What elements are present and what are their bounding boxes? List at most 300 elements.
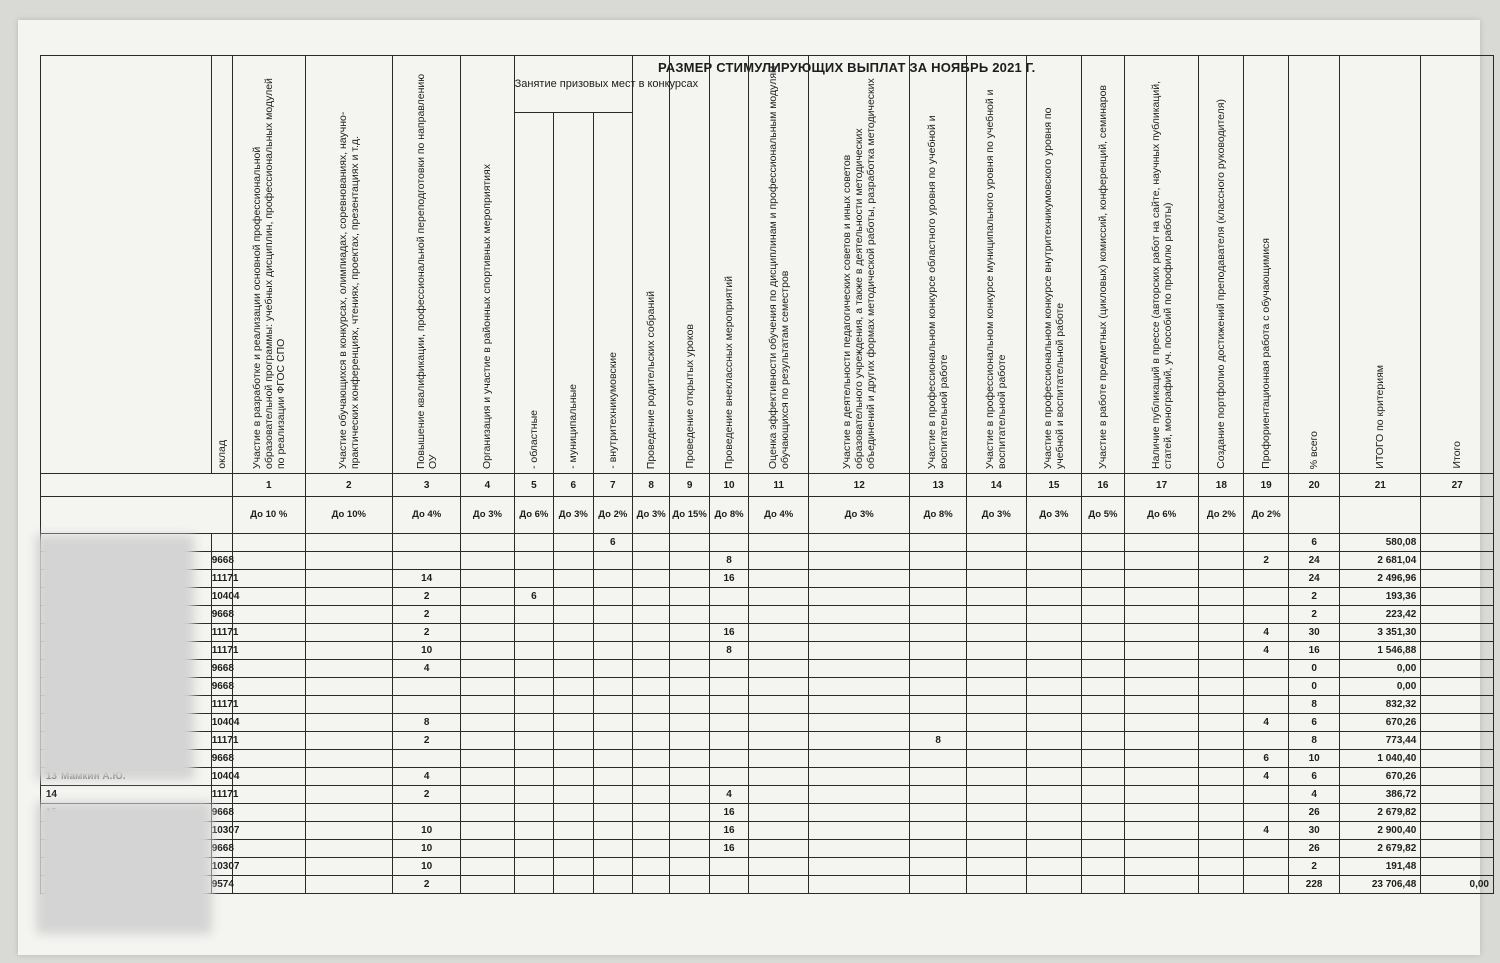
criterion-value-11	[749, 570, 809, 588]
criterion-value-19	[1244, 534, 1289, 552]
criterion-value-20: 16	[1289, 642, 1340, 660]
criterion-value-17	[1124, 588, 1199, 606]
criterion-value-1	[233, 678, 306, 696]
criterion-number: 11	[749, 474, 809, 497]
criterion-header-14	[966, 56, 1026, 474]
criterion-value-4	[461, 696, 514, 714]
criterion-limit: До 6%	[514, 497, 553, 534]
criterion-value-13	[910, 660, 967, 678]
criterion-value-2	[305, 876, 392, 894]
criterion-value-2	[305, 624, 392, 642]
criterion-value-11	[749, 552, 809, 570]
criterion-value-2	[305, 570, 392, 588]
criterion-value-17	[1124, 642, 1199, 660]
oklad-cell: 9668	[211, 750, 232, 768]
criterion-value-10	[709, 660, 748, 678]
criterion-value-15	[1026, 606, 1081, 624]
criterion-value-16	[1082, 876, 1125, 894]
criterion-value-8	[633, 822, 670, 840]
criterion-value-18	[1199, 552, 1244, 570]
criterion-value-2	[305, 732, 392, 750]
criterion-value-3: 10	[393, 858, 461, 876]
criterion-value-14	[966, 534, 1026, 552]
criterion-value-15	[1026, 642, 1081, 660]
criterion-value-19	[1244, 804, 1289, 822]
criterion-value-11	[749, 804, 809, 822]
criterion-value-16	[1082, 840, 1125, 858]
criterion-value-21: 191,48	[1340, 858, 1421, 876]
criterion-label: Оценка эффективности обучения по дисциплинам и профессиональным модулям обучающихся по результатам семестров	[766, 65, 791, 469]
criterion-number: 5	[514, 474, 553, 497]
criterion-value-20: 0	[1289, 678, 1340, 696]
criterion-value-11	[749, 786, 809, 804]
criterion-value-21: 832,32	[1340, 696, 1421, 714]
criterion-header-17	[1124, 56, 1199, 474]
table-row	[41, 660, 1494, 678]
criterion-value-19: 4	[1244, 642, 1289, 660]
criterion-label: - областные	[527, 409, 540, 469]
criterion-value-8	[633, 768, 670, 786]
criterion-value-8	[633, 732, 670, 750]
criterion-value-15	[1026, 696, 1081, 714]
criterion-value-12	[809, 840, 910, 858]
criterion-header-6	[554, 113, 593, 474]
criterion-value-10	[709, 678, 748, 696]
criterion-value-19	[1244, 588, 1289, 606]
criterion-limit	[1421, 497, 1494, 534]
criterion-value-6	[554, 660, 593, 678]
document-sheet	[18, 20, 1489, 955]
criterion-value-11	[749, 750, 809, 768]
criterion-value-20: 2	[1289, 588, 1340, 606]
criterion-value-14	[966, 552, 1026, 570]
criterion-value-1	[233, 606, 306, 624]
criterion-value-13	[910, 714, 967, 732]
criterion-value-8	[633, 876, 670, 894]
criterion-value-3	[393, 696, 461, 714]
criterion-value-8	[633, 552, 670, 570]
criterion-value-13: 8	[910, 732, 967, 750]
criterion-value-9	[670, 534, 709, 552]
criterion-value-10: 16	[709, 804, 748, 822]
criterion-value-13	[910, 552, 967, 570]
criterion-value-13	[910, 804, 967, 822]
criterion-value-21: 2 900,40	[1340, 822, 1421, 840]
criterion-value-2	[305, 750, 392, 768]
criterion-value-13	[910, 570, 967, 588]
name-column-header	[41, 56, 212, 474]
criterion-value-17	[1124, 768, 1199, 786]
table-row	[41, 768, 1494, 786]
criterion-value-16	[1082, 552, 1125, 570]
criterion-value-16	[1082, 786, 1125, 804]
criterion-value-14	[966, 768, 1026, 786]
criterion-value-17	[1124, 534, 1199, 552]
criterion-value-11	[749, 858, 809, 876]
criterion-value-14	[966, 804, 1026, 822]
criterion-value-19	[1244, 570, 1289, 588]
criterion-value-11	[749, 606, 809, 624]
row-number: 14	[45, 789, 57, 800]
criterion-value-6	[554, 804, 593, 822]
criterion-value-16	[1082, 534, 1125, 552]
criterion-value-18	[1199, 642, 1244, 660]
criterion-value-16	[1082, 570, 1125, 588]
criterion-value-12	[809, 768, 910, 786]
criterion-value-10: 8	[709, 552, 748, 570]
criterion-value-27	[1421, 786, 1494, 804]
criterion-value-8	[633, 642, 670, 660]
oklad-cell: 10404	[211, 714, 232, 732]
criterion-value-12	[809, 552, 910, 570]
criterion-value-27	[1421, 660, 1494, 678]
criterion-value-16	[1082, 660, 1125, 678]
criterion-limit: До 2%	[1199, 497, 1244, 534]
table-row	[41, 714, 1494, 732]
criterion-value-8	[633, 804, 670, 822]
criterion-value-27	[1421, 822, 1494, 840]
criterion-limit: До 8%	[709, 497, 748, 534]
criterion-header-8	[633, 56, 670, 474]
criterion-header-27	[1421, 56, 1494, 474]
criterion-value-9	[670, 732, 709, 750]
criterion-header-11	[749, 56, 809, 474]
criterion-value-2	[305, 858, 392, 876]
criterion-value-13	[910, 588, 967, 606]
criterion-value-27	[1421, 732, 1494, 750]
criterion-value-14	[966, 570, 1026, 588]
criterion-value-27	[1421, 588, 1494, 606]
table-row	[41, 804, 1494, 822]
criterion-value-8	[633, 678, 670, 696]
oklad-cell: 9668	[211, 660, 232, 678]
criterion-value-1	[233, 534, 306, 552]
criterion-value-1	[233, 858, 306, 876]
criterion-value-2	[305, 588, 392, 606]
criterion-header-15	[1026, 56, 1081, 474]
criterion-value-2	[305, 534, 392, 552]
criterion-value-20: 6	[1289, 534, 1340, 552]
oklad-cell: 11171	[211, 570, 232, 588]
criterion-value-5	[514, 786, 553, 804]
criterion-value-19: 4	[1244, 768, 1289, 786]
criterion-value-4	[461, 534, 514, 552]
criterion-value-12	[809, 588, 910, 606]
criterion-value-21: 0,00	[1340, 678, 1421, 696]
criterion-value-17	[1124, 876, 1199, 894]
criterion-number: 15	[1026, 474, 1081, 497]
oklad-column-header	[211, 56, 232, 474]
criterion-value-6	[554, 732, 593, 750]
criterion-value-14	[966, 624, 1026, 642]
criterion-value-17	[1124, 552, 1199, 570]
criterion-value-27	[1421, 750, 1494, 768]
criterion-label: Участие в работе предметных (цикловых) комиссий, конференций, семинаров	[1096, 85, 1109, 469]
criterion-label: Наличие публикаций в прессе (авторских работ на сайте, научных публикаций, статей, монографий, уч. пособий по профилю работы)	[1149, 80, 1174, 469]
criterion-limit: До 8%	[910, 497, 967, 534]
criterion-value-10: 8	[709, 642, 748, 660]
criterion-label: Повышение квалификации, профессиональной переподготовки по направлению ОУ	[414, 73, 439, 469]
criterion-value-13	[910, 822, 967, 840]
criterion-value-27	[1421, 696, 1494, 714]
table-row	[41, 696, 1494, 714]
criterion-value-7	[593, 714, 632, 732]
criterion-value-18	[1199, 858, 1244, 876]
criterion-value-15	[1026, 624, 1081, 642]
oklad-cell: 9574	[211, 876, 232, 894]
criterion-value-17	[1124, 696, 1199, 714]
criterion-value-19: 4	[1244, 822, 1289, 840]
criterion-header-16	[1082, 56, 1125, 474]
criterion-value-13	[910, 768, 967, 786]
criterion-value-20: 2	[1289, 606, 1340, 624]
criterion-value-6	[554, 624, 593, 642]
criterion-value-18	[1199, 606, 1244, 624]
criterion-value-5	[514, 750, 553, 768]
criterion-label: Создание портфолио достижений преподавателя (классного руководителя)	[1215, 99, 1228, 469]
criterion-value-6	[554, 714, 593, 732]
criterion-value-12	[809, 750, 910, 768]
criterion-value-11	[749, 696, 809, 714]
table-row	[41, 732, 1494, 750]
criterion-header-2	[305, 56, 392, 474]
criterion-value-11	[749, 588, 809, 606]
criterion-value-18	[1199, 750, 1244, 768]
criterion-value-1	[233, 822, 306, 840]
criterion-value-4	[461, 678, 514, 696]
criterion-value-13	[910, 678, 967, 696]
criterion-value-8	[633, 786, 670, 804]
criterion-value-2	[305, 696, 392, 714]
criterion-value-21: 2 681,04	[1340, 552, 1421, 570]
criterion-header-1	[233, 56, 306, 474]
table-row	[41, 786, 1494, 804]
criterion-value-5	[514, 552, 553, 570]
criterion-value-6	[554, 750, 593, 768]
criterion-value-12	[809, 732, 910, 750]
criterion-value-16	[1082, 750, 1125, 768]
criterion-value-10	[709, 858, 748, 876]
criterion-limit-row	[41, 497, 1494, 534]
criterion-label: Проведение внеклассных мероприятий	[723, 276, 736, 469]
criterion-value-7	[593, 858, 632, 876]
criterion-value-4	[461, 822, 514, 840]
criterion-value-2	[305, 804, 392, 822]
criterion-value-19	[1244, 876, 1289, 894]
criterion-value-27	[1421, 534, 1494, 552]
criterion-value-13	[910, 642, 967, 660]
criterion-value-4	[461, 858, 514, 876]
criterion-value-18	[1199, 786, 1244, 804]
criterion-value-12	[809, 660, 910, 678]
criterion-header-7	[593, 113, 632, 474]
oklad-cell: 10404	[211, 588, 232, 606]
criterion-value-20: 6	[1289, 714, 1340, 732]
criterion-value-6	[554, 840, 593, 858]
criterion-value-7	[593, 876, 632, 894]
criterion-value-8	[633, 624, 670, 642]
criterion-value-10	[709, 876, 748, 894]
table-row	[41, 552, 1494, 570]
criterion-number: 4	[461, 474, 514, 497]
criterion-value-13	[910, 696, 967, 714]
criterion-value-7	[593, 660, 632, 678]
criterion-value-9	[670, 642, 709, 660]
criterion-value-9	[670, 840, 709, 858]
criterion-value-17	[1124, 822, 1199, 840]
criterion-value-14	[966, 606, 1026, 624]
criterion-value-3	[393, 804, 461, 822]
criterion-number: 2	[305, 474, 392, 497]
criterion-limit: До 3%	[809, 497, 910, 534]
criterion-value-7: 6	[593, 534, 632, 552]
criterion-value-10	[709, 606, 748, 624]
criterion-value-12	[809, 714, 910, 732]
criterion-value-11	[749, 876, 809, 894]
criterion-value-17	[1124, 678, 1199, 696]
criterion-header-21	[1340, 56, 1421, 474]
criterion-value-11	[749, 642, 809, 660]
criterion-value-15	[1026, 804, 1081, 822]
criterion-value-5	[514, 714, 553, 732]
criterion-value-4	[461, 840, 514, 858]
criterion-value-5	[514, 732, 553, 750]
criterion-limit: До 10 %	[233, 497, 306, 534]
criterion-value-19	[1244, 786, 1289, 804]
criterion-header-3	[393, 56, 461, 474]
criterion-value-21: 2 679,82	[1340, 840, 1421, 858]
criterion-value-16	[1082, 606, 1125, 624]
criterion-value-21: 1 546,88	[1340, 642, 1421, 660]
criterion-value-21: 23 706,48	[1340, 876, 1421, 894]
criterion-number: 7	[593, 474, 632, 497]
criterion-value-5: 6	[514, 588, 553, 606]
criterion-limit: До 5%	[1082, 497, 1125, 534]
criterion-value-3: 2	[393, 876, 461, 894]
criterion-value-1	[233, 732, 306, 750]
criterion-value-5	[514, 660, 553, 678]
criterion-value-13	[910, 840, 967, 858]
criterion-label: Профориентационная работа с обучающимися	[1260, 238, 1273, 469]
criterion-value-19	[1244, 678, 1289, 696]
criterion-value-9	[670, 588, 709, 606]
criterion-value-21: 2 496,96	[1340, 570, 1421, 588]
criterion-value-27	[1421, 570, 1494, 588]
criterion-value-1	[233, 714, 306, 732]
criterion-value-18	[1199, 588, 1244, 606]
criterion-header-12	[809, 56, 910, 474]
table-row	[41, 750, 1494, 768]
criterion-value-2	[305, 768, 392, 786]
criterion-value-11	[749, 840, 809, 858]
criterion-value-6	[554, 642, 593, 660]
criterion-value-12	[809, 804, 910, 822]
criterion-value-20: 30	[1289, 822, 1340, 840]
criterion-limit: До 3%	[461, 497, 514, 534]
criterion-value-10	[709, 768, 748, 786]
criterion-value-3: 10	[393, 822, 461, 840]
criterion-value-4	[461, 714, 514, 732]
criterion-value-12	[809, 624, 910, 642]
criterion-value-2	[305, 606, 392, 624]
criterion-value-8	[633, 570, 670, 588]
criterion-value-27	[1421, 624, 1494, 642]
criterion-value-10	[709, 588, 748, 606]
criterion-value-5	[514, 768, 553, 786]
table-row	[41, 840, 1494, 858]
criterion-value-21: 0,00	[1340, 660, 1421, 678]
criterion-value-15	[1026, 858, 1081, 876]
criterion-value-10	[709, 534, 748, 552]
criterion-number: 3	[393, 474, 461, 497]
criterion-value-3	[393, 750, 461, 768]
criterion-value-14	[966, 750, 1026, 768]
criterion-value-7	[593, 768, 632, 786]
criterion-limit	[1289, 497, 1340, 534]
criterion-header-18	[1199, 56, 1244, 474]
criterion-value-7	[593, 588, 632, 606]
criterion-value-14	[966, 642, 1026, 660]
criterion-value-13	[910, 606, 967, 624]
criterion-value-5	[514, 858, 553, 876]
criterion-value-21: 580,08	[1340, 534, 1421, 552]
criterion-value-7	[593, 750, 632, 768]
oklad-cell: 11171	[211, 624, 232, 642]
criterion-value-5	[514, 570, 553, 588]
criterion-value-19	[1244, 660, 1289, 678]
criterion-value-9	[670, 858, 709, 876]
criterion-value-9	[670, 768, 709, 786]
criterion-value-1	[233, 768, 306, 786]
criterion-number: 20	[1289, 474, 1340, 497]
criterion-value-21: 670,26	[1340, 714, 1421, 732]
criterion-value-5	[514, 840, 553, 858]
oklad-cell: 11171	[211, 696, 232, 714]
criterion-value-20: 2	[1289, 858, 1340, 876]
criterion-value-8	[633, 588, 670, 606]
criterion-value-9	[670, 660, 709, 678]
criterion-value-12	[809, 678, 910, 696]
criterion-value-14	[966, 678, 1026, 696]
criterion-value-14	[966, 786, 1026, 804]
criterion-value-1	[233, 876, 306, 894]
criterion-value-21: 1 040,40	[1340, 750, 1421, 768]
criterion-value-5	[514, 534, 553, 552]
criterion-value-16	[1082, 804, 1125, 822]
criterion-value-27	[1421, 678, 1494, 696]
table-row	[41, 822, 1494, 840]
criterion-value-15	[1026, 786, 1081, 804]
criterion-value-15	[1026, 822, 1081, 840]
criterion-value-27: 0,00	[1421, 876, 1494, 894]
criterion-value-8	[633, 606, 670, 624]
criterion-value-3: 2	[393, 588, 461, 606]
criterion-value-3: 2	[393, 786, 461, 804]
criterion-value-11	[749, 534, 809, 552]
criterion-value-13	[910, 858, 967, 876]
criterion-limit: До 3%	[554, 497, 593, 534]
criterion-value-10	[709, 732, 748, 750]
criterion-value-6	[554, 534, 593, 552]
criterion-value-3: 2	[393, 606, 461, 624]
oklad-cell: 9668	[211, 552, 232, 570]
criterion-number-row	[41, 474, 1494, 497]
criterion-value-14	[966, 696, 1026, 714]
criterion-value-7	[593, 624, 632, 642]
criterion-value-3	[393, 678, 461, 696]
criterion-value-11	[749, 768, 809, 786]
criterion-value-16	[1082, 822, 1125, 840]
